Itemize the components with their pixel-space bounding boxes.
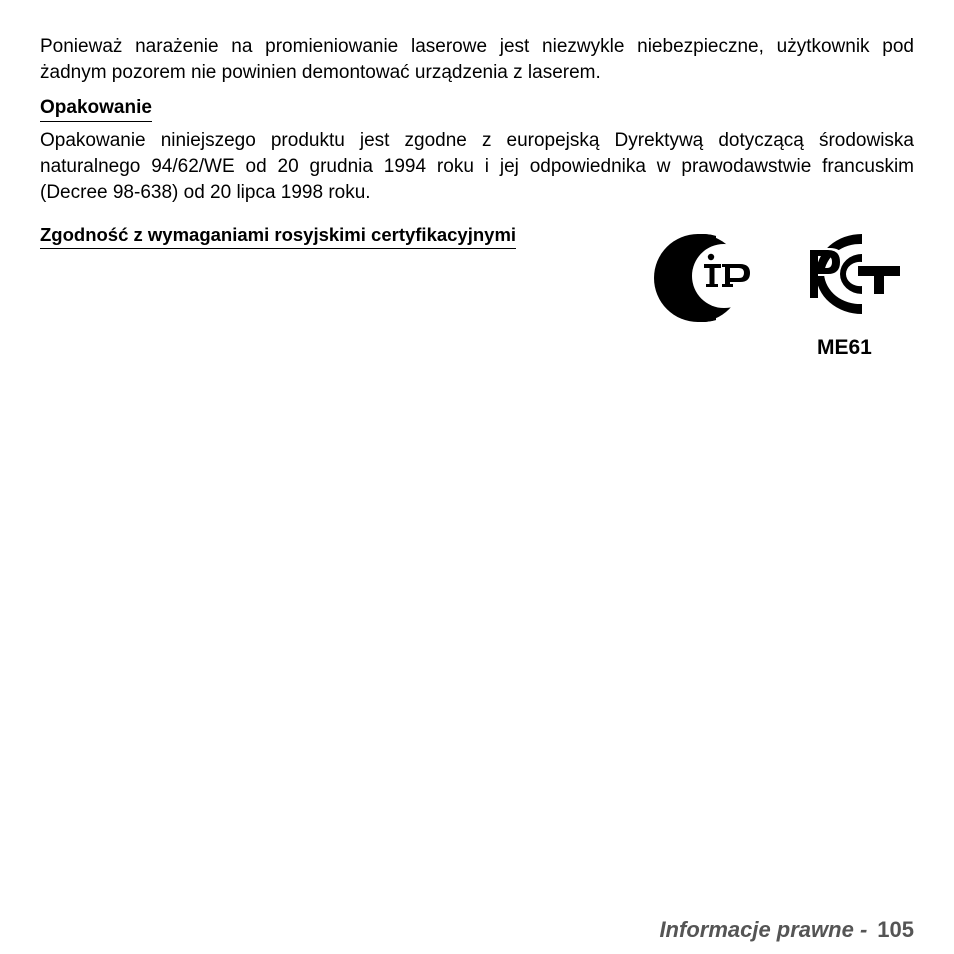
laser-warning-paragraph: Ponieważ narażenie na promieniowanie laserowe jest niezwykle niebezpieczne, użytkownik pod żadnym pozorem nie powinien demontować urządzenia z laserem. bbox=[40, 36, 914, 83]
packaging-heading: Opakowanie bbox=[40, 96, 152, 122]
packaging-paragraph: Opakowanie niniejszego produktu jest zgodne z europejską Dyrektywą dotyczącą środowiska naturalnego 94/62/WE od 20 grudnia 1994 roku i jej odpowiednika w prawodawstwie francuskim (Decree 98-638) od 20 lipca 1998 roku. bbox=[40, 130, 914, 203]
page-number: 105 bbox=[877, 917, 914, 942]
pct-certification-logo-icon bbox=[790, 228, 902, 320]
russian-certification-heading: Zgodność z wymaganiami rosyjskimi certyfikacyjnymi bbox=[40, 223, 516, 249]
eac-certification-logo-icon bbox=[646, 228, 752, 328]
footer-section-title: Informacje prawne - bbox=[659, 917, 868, 942]
page-footer bbox=[659, 916, 914, 944]
certification-code: ME61 bbox=[817, 336, 872, 359]
